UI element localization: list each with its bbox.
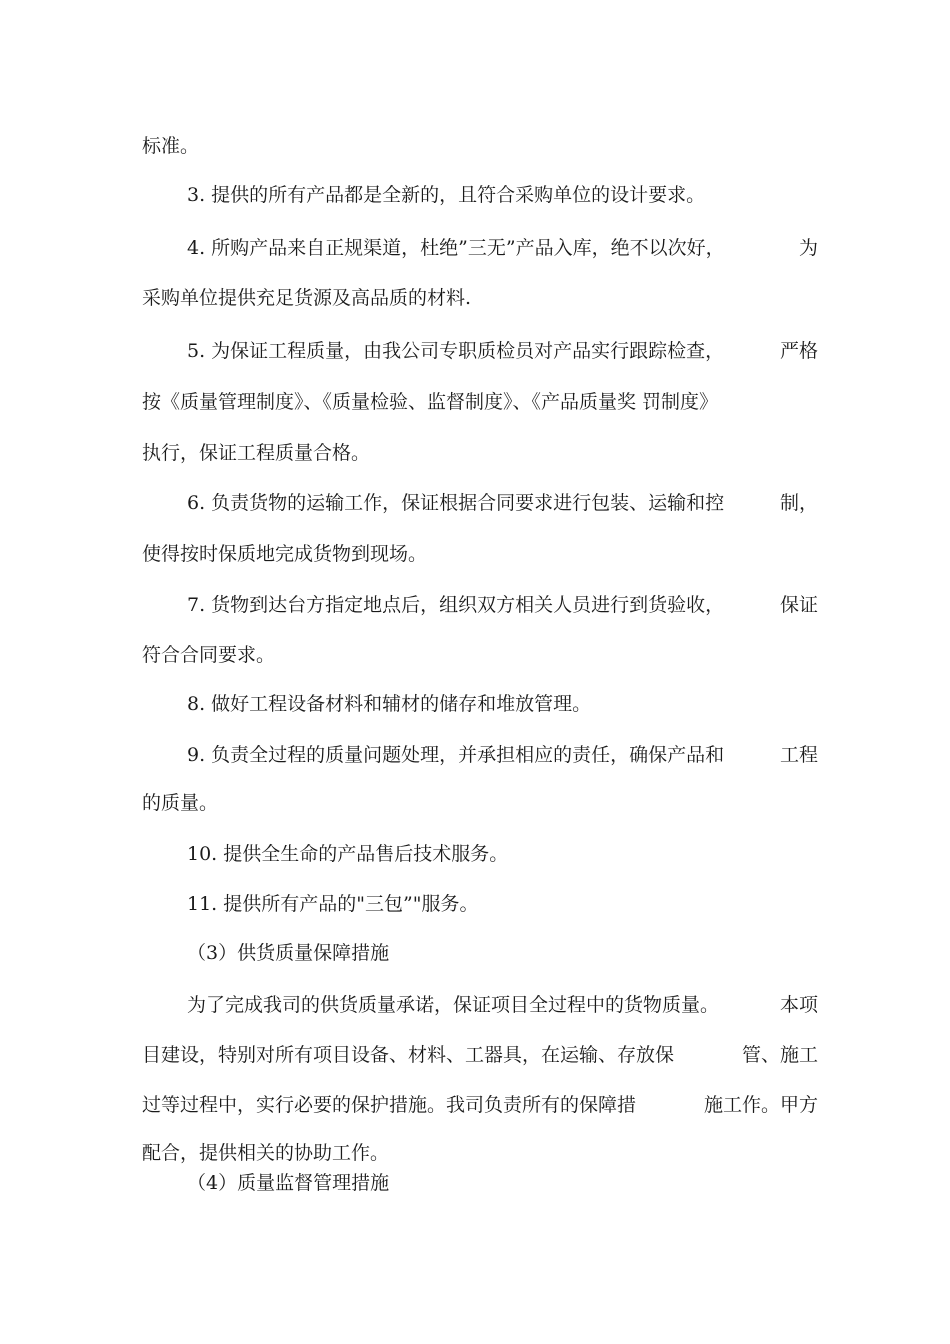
text-line: 标准。 — [142, 135, 200, 157]
text-segment: 5. 为保证工程质量，由我公司专职质检员对产品实行跟踪检查， — [187, 340, 725, 362]
text-line: 执行，保证工程质量合格。 — [142, 442, 371, 464]
text-segment: 本项 — [779, 994, 818, 1016]
text-segment: 过等过程中，实行必要的保护措施。我司负责所有的保障措 — [142, 1094, 637, 1116]
text-segment: 管、施工 — [741, 1044, 818, 1066]
list-item-8: 8. 做好工程设备材料和辅材的储存和堆放管理。 — [187, 693, 592, 715]
paragraph-line — [142, 1042, 818, 1068]
section-heading: （3）供货质量保障措施 — [187, 942, 390, 964]
text-segment: 工程 — [779, 744, 818, 766]
section-heading: （4）质量监督管理措施 — [187, 1172, 390, 1194]
text-segment: 为 — [798, 237, 818, 259]
text-segment: 7. 货物到达台方指定地点后，组织双方相关人员进行到货验收， — [187, 594, 725, 616]
list-item-3: 3. 提供的所有产品都是全新的，且符合采购单位的设计要求。 — [187, 184, 706, 206]
text-segment: 9. 负责全过程的质量问题处理，并承担相应的责任，确保产品和 — [187, 744, 725, 766]
list-item-5 — [142, 338, 818, 364]
text-segment: 严格 — [779, 340, 818, 362]
list-item-7 — [142, 592, 818, 618]
text-segment: 保证 — [779, 594, 818, 616]
paragraph-line — [142, 992, 818, 1018]
text-segment: 6. 负责货物的运输工作，保证根据合同要求进行包装、运输和控 — [187, 492, 725, 514]
text-line: 符合合同要求。 — [142, 644, 276, 666]
text-line: 采购单位提供充足货源及高品质的材料. — [142, 287, 472, 309]
text-segment: 施工作。甲方 — [703, 1094, 818, 1116]
list-item-9 — [142, 742, 818, 768]
list-item-6 — [142, 490, 818, 516]
text-line: 按《质量管理制度》、《质量检验、监督制度》、《产品质量奖 罚制度》 — [142, 391, 719, 413]
text-line: 配合，提供相关的协助工作。 — [142, 1142, 390, 1164]
text-segment: 制， — [779, 492, 818, 514]
text-segment: 为了完成我司的供货质量承诺，保证项目全过程中的货物质量。 — [187, 994, 720, 1016]
list-item-10: 10. 提供全生命的产品售后技术服务。 — [187, 843, 509, 865]
text-line: 的质量。 — [142, 792, 219, 814]
paragraph-line — [142, 1092, 818, 1118]
text-segment: 目建设，特别对所有项目设备、材料、工器具，在运输、存放保 — [142, 1044, 675, 1066]
text-line: 使得按时保质地完成货物到现场。 — [142, 543, 428, 565]
text-segment: 4. 所购产品来自正规渠道，杜绝”三无”产品入库，绝不以次好， — [187, 237, 725, 259]
list-item-11: 11. 提供所有产品的"三包”"服务。 — [187, 893, 479, 915]
list-item-4 — [142, 235, 818, 261]
